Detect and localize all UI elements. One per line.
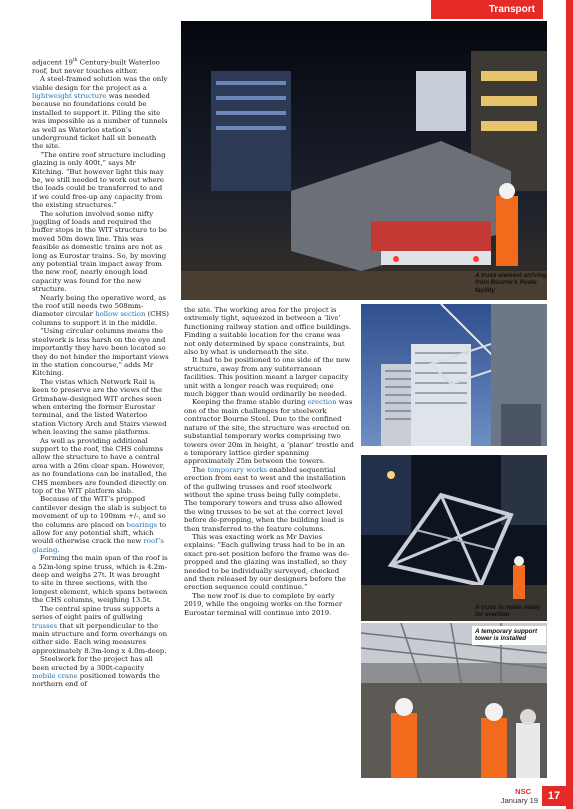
- glossary-link[interactable]: mobile crane: [32, 671, 78, 680]
- body-paragraph: [32, 75, 169, 151]
- caption-truss-ready: A truss is made ready for erection: [475, 604, 541, 619]
- body-column-2: [184, 306, 354, 617]
- body-paragraph: [184, 306, 354, 356]
- text-run: “The entire roof structure including glazing is only 400t,” says Mr Kitching. “But however light this may be, we still needed to work out where the loads could be transferred to and if we could free-up any capacity from the existing structures.”: [32, 150, 166, 210]
- glossary-link[interactable]: erection: [307, 398, 337, 407]
- glossary-link[interactable]: temporary works: [207, 465, 268, 474]
- body-paragraph: [32, 327, 169, 377]
- text-run: The solution involved some nifty juggling of loads and required the buffer stops in the WIT structure to be moved 50m down line. This was feasible as domestic trains are not as long as Eurostar trains. So, by moving any potential train impact away from the new roof, nearly enough load capacity was found for the new structure.: [32, 209, 168, 294]
- text-run: .: [57, 545, 60, 554]
- text-run: Because of the WIT’s propped cantilever design the slab is subject to movement of up to 100mm +/-, and so the columns are placed on: [32, 495, 167, 529]
- body-paragraph: [32, 437, 169, 496]
- page-edge-strip: [566, 0, 573, 809]
- text-run: adjacent 19: [32, 58, 73, 67]
- glossary-link[interactable]: bearings: [126, 520, 158, 529]
- body-paragraph: [32, 655, 169, 689]
- body-paragraph: [32, 495, 169, 554]
- body-paragraph: [32, 605, 169, 655]
- text-run: was needed because no foundations could be installed to support it. Piling the site was impossible as a number of tunnels as well as Waterloo station’s underground ticket hall sit beneath the site.: [32, 91, 168, 151]
- text-run: As well as providing additional support to the roof, the CHS columns allow the structure to have a central area with a 26m clear span. However, as no foundations can be installed, the CHS members are founded directly on top of the WIT platform slab.: [32, 436, 167, 496]
- glossary-link[interactable]: hollow section: [95, 310, 146, 319]
- footer-date: January 19: [500, 796, 538, 805]
- glossary-link[interactable]: trusses: [32, 621, 58, 630]
- text-run: “Using circular columns means the steelwork is less harsh on the eye and importantly they have been located so they do not hinder the important views in the station concourse,” adds Mr Kitching.: [32, 327, 169, 378]
- text-run: was one of the main challenges for steelwork contractor Bourne Steel. Due to the confined nature of the site, the structure was erected on substantial temporary works comprising two towers over 20m in height, a ‘planar’ trestle and a temporary lattice girder spanning approximately 25m between the towers.: [184, 398, 354, 466]
- body-paragraph: [184, 592, 354, 617]
- text-run: The vistas which Network Rail is keen to preserve are the views of the Grimshaw-designed WIT arches seen when entering the former Eurostar terminal, and the listed Waterloo station Victory Arch and Stairs viewed when leaving the same platforms.: [32, 377, 167, 437]
- body-paragraph: [32, 378, 169, 437]
- body-paragraph: [32, 210, 169, 294]
- text-run: Nearly being the operative word, as the roof still needs two 508mm-diameter circular: [32, 293, 166, 319]
- photo-lifting: [361, 304, 547, 446]
- caption-truss-arriving: A truss element arriving from Bourne’s Poole facility: [475, 272, 547, 294]
- body-paragraph: [32, 151, 169, 210]
- body-paragraph: [32, 554, 169, 604]
- section-tag: Transport: [431, 0, 543, 19]
- text-run: The: [192, 465, 208, 474]
- text-run: Forming the main span of the roof is a 52m-long spine truss, which is 4.2m-deep and weighs 27t. It was brought to site in three sections, with the longest element, which spans between the CHS columns, weighing 13.5t.: [32, 554, 168, 605]
- text-run: enabled sequential erection from east to west and the installation of the gullwing trusses and roof steelwork without the spine truss being fully complete. The temporary towers and truss also allowed the wing trusses to be set at the correct level before de-propping, when the building load is then transferred to the feature columns.: [184, 465, 346, 533]
- body-paragraph: [32, 57, 169, 75]
- text-run: Century-built Waterloo roof, but never touches either.: [32, 58, 160, 75]
- page-number: 17: [542, 786, 566, 806]
- body-paragraph: [184, 356, 354, 398]
- text-run: It had to be positioned to one side of the new structure, away from any subterranean facilities. This position meant a larger capacity unit with a longer reach was required; one much bigger than would ordinarily be needed.: [184, 356, 351, 399]
- text-run: Steelwork for the project has all been erected by a 300t-capacity: [32, 655, 153, 672]
- text-run: (CHS) columns to support it in the middle.: [32, 310, 169, 327]
- body-paragraph: [184, 466, 354, 533]
- text-run: th: [72, 58, 78, 63]
- glossary-link[interactable]: lightweight structure: [32, 91, 107, 100]
- photo-truss-arriving: [181, 21, 547, 300]
- text-run: This was exacting work as Mr Davies explains: “Each gullwing truss had to be in an exact pre-set position before the frame was de-propped and the glazing was installed, so they needed to be individually surveyed, checked and then released by our designers before the erection sequence could continue.”: [184, 532, 350, 592]
- body-column-1: [32, 57, 169, 689]
- text-run: The new roof is due to complete by early 2019, while the ongoing works on the former Eurostar terminal will continue into 2019.: [184, 591, 343, 617]
- body-paragraph: [184, 533, 354, 592]
- text-run: The central spine truss supports a series of eight pairs of gullwing: [32, 604, 160, 622]
- caption-temp-tower: A temporary support tower is installed: [472, 626, 546, 645]
- photo-temp-tower: [361, 623, 547, 778]
- text-run: positioned towards the northern end of: [32, 671, 160, 689]
- footer-brand: NSC: [515, 787, 531, 796]
- body-paragraph: [32, 294, 169, 328]
- text-run: the site. The working area for the project is extremely tight, squeezed in between a ‘live’ functioning railway station and office buildings. Finding a suitable location for the crane was not only determined by space constraints, but also by what is underneath the site.: [184, 306, 352, 357]
- text-run: to allow for any potential shift, which would otherwise crack the new: [32, 520, 167, 546]
- text-run: A steel-framed solution was the only viable design for the project as a: [32, 75, 168, 92]
- glossary-link[interactable]: roof’s glazing: [32, 537, 164, 554]
- photo-truss-ready: [361, 455, 547, 621]
- text-run: that sit perpendicular to the main structure and form overhangs on either side. Each wing measures approximately 8.3m-long x 4.0m-deep.: [32, 621, 168, 655]
- body-paragraph: [184, 398, 354, 465]
- text-run: Keeping the frame stable during: [192, 398, 308, 407]
